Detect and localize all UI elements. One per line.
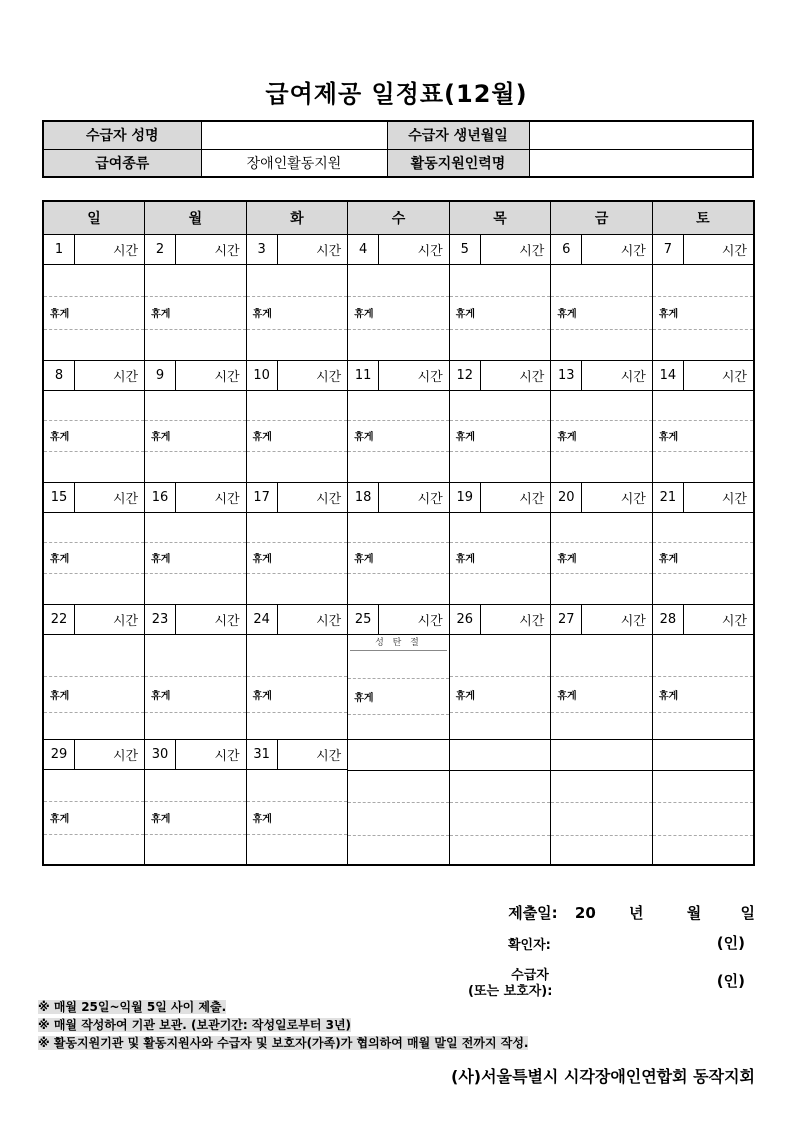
hours-label: 시간 bbox=[316, 491, 342, 507]
day-header bbox=[348, 483, 449, 513]
rest-slot[interactable]: 휴게 bbox=[348, 679, 449, 715]
day-cell[interactable] bbox=[246, 234, 348, 360]
day-cell[interactable] bbox=[551, 360, 653, 482]
weekday-header-cell: 화 bbox=[246, 201, 348, 234]
schedule-slot[interactable] bbox=[348, 391, 449, 421]
schedule-slot[interactable] bbox=[247, 513, 348, 543]
day-number: 30 bbox=[145, 740, 176, 769]
submit-date bbox=[508, 902, 755, 923]
day-number: 20 bbox=[551, 483, 582, 512]
rest-slot[interactable]: 휴게 bbox=[145, 297, 246, 330]
schedule-slot[interactable] bbox=[551, 513, 652, 543]
rest-slot[interactable]: 휴게 bbox=[44, 421, 144, 452]
day-number: 10 bbox=[247, 361, 278, 390]
hours-label: 시간 bbox=[417, 369, 443, 385]
weekday-header-cell: 월 bbox=[145, 201, 247, 234]
day-cell[interactable] bbox=[551, 604, 653, 739]
weekday-header-cell: 목 bbox=[449, 201, 551, 234]
rest-slot[interactable]: 휴게 bbox=[450, 543, 551, 574]
day-header bbox=[44, 605, 144, 635]
day-cell[interactable] bbox=[551, 234, 653, 360]
schedule-slot[interactable] bbox=[145, 770, 246, 802]
rest-slot[interactable]: 휴게 bbox=[348, 297, 449, 330]
hours-label: 시간 bbox=[316, 369, 342, 385]
schedule-slot[interactable] bbox=[653, 265, 753, 297]
weekday-header-cell: 일 bbox=[43, 201, 145, 234]
hours-label: 시간 bbox=[620, 369, 646, 385]
hours-label: 시간 bbox=[721, 491, 747, 507]
hours-label: 시간 bbox=[721, 243, 747, 259]
day-number: 21 bbox=[653, 483, 684, 512]
day-number: 24 bbox=[247, 605, 278, 634]
rest-slot[interactable]: 휴게 bbox=[450, 297, 551, 330]
rest-slot[interactable]: 휴게 bbox=[247, 802, 348, 835]
hours-label: 시간 bbox=[112, 613, 139, 629]
rest-slot[interactable]: 휴게 bbox=[145, 677, 246, 713]
day-number: 26 bbox=[450, 605, 481, 634]
type-field[interactable]: 장애인활동지원 bbox=[201, 149, 387, 177]
worker-label: 활동지원인력명 bbox=[387, 149, 529, 177]
schedule-slot[interactable] bbox=[145, 635, 246, 677]
schedule-slot[interactable] bbox=[247, 391, 348, 421]
day-cell[interactable] bbox=[449, 234, 551, 360]
day-header bbox=[44, 740, 144, 770]
day-cell[interactable] bbox=[348, 739, 450, 865]
schedule-slot[interactable] bbox=[44, 770, 144, 802]
weekday-header-cell: 토 bbox=[652, 201, 754, 234]
schedule-slot[interactable] bbox=[450, 513, 551, 543]
hours-label: 시간 bbox=[417, 491, 443, 507]
day-cell[interactable] bbox=[246, 604, 348, 739]
day-number: 3 bbox=[247, 235, 278, 264]
schedule-slot[interactable] bbox=[450, 265, 551, 297]
hours-label: 시간 bbox=[417, 613, 443, 629]
day-header bbox=[145, 740, 246, 770]
schedule-slot[interactable] bbox=[44, 265, 144, 297]
hours-label: 시간 bbox=[316, 613, 342, 629]
day-header bbox=[348, 361, 449, 391]
day-header bbox=[551, 235, 652, 265]
rest-slot[interactable] bbox=[450, 803, 551, 836]
schedule-slot[interactable] bbox=[450, 771, 551, 803]
hours-label: 시간 bbox=[417, 243, 443, 259]
hours-label: 시간 bbox=[112, 369, 139, 385]
day-number: 18 bbox=[348, 483, 379, 512]
schedule-slot[interactable] bbox=[653, 513, 753, 543]
schedule-slot[interactable] bbox=[247, 635, 348, 677]
day-cell[interactable] bbox=[145, 604, 247, 739]
hours-label: 시간 bbox=[112, 491, 139, 507]
hours-label: 시간 bbox=[721, 369, 747, 385]
week-row bbox=[43, 360, 754, 482]
day-cell[interactable] bbox=[246, 739, 348, 865]
day-header bbox=[348, 235, 449, 265]
rest-slot[interactable]: 휴게 bbox=[247, 421, 348, 452]
submit-year-prefix: 20 bbox=[574, 904, 596, 922]
day-cell[interactable] bbox=[145, 234, 247, 360]
week-row bbox=[43, 739, 754, 865]
submit-day: 일 bbox=[740, 904, 755, 922]
page-title: 급여제공 일정표(12월) bbox=[265, 80, 528, 108]
holiday-label: 성 탄 절 bbox=[350, 637, 447, 651]
day-header bbox=[450, 605, 551, 635]
hours-label: 시간 bbox=[214, 613, 240, 629]
day-header bbox=[450, 483, 551, 513]
rest-slot[interactable]: 휴게 bbox=[348, 421, 449, 452]
note-item: ※ 활동지원기관 및 활동지원사와 수급자 및 보호자(가족)가 협의하여 매월 말일 전까지 작성. bbox=[38, 1036, 529, 1050]
rest-slot[interactable]: 휴게 bbox=[653, 297, 753, 330]
hours-label: 시간 bbox=[316, 748, 342, 764]
schedule-slot[interactable] bbox=[348, 513, 449, 543]
day-number: 2 bbox=[145, 235, 176, 264]
week-row bbox=[43, 482, 754, 604]
hours-label: 시간 bbox=[620, 613, 646, 629]
day-cell[interactable] bbox=[246, 360, 348, 482]
hours-label: 시간 bbox=[112, 748, 139, 764]
hours-label: 시간 bbox=[620, 491, 646, 507]
rest-slot[interactable]: 휴게 bbox=[653, 421, 753, 452]
confirmer-label: 확인자: bbox=[508, 938, 551, 953]
schedule-slot[interactable] bbox=[44, 513, 144, 543]
day-cell[interactable] bbox=[145, 482, 247, 604]
hours-label: 시간 bbox=[316, 243, 342, 259]
schedule-slot[interactable] bbox=[145, 513, 246, 543]
schedule-slot[interactable] bbox=[44, 391, 144, 421]
recipient-label: 수급자 bbox=[511, 968, 549, 983]
week-row bbox=[43, 604, 754, 739]
day-cell[interactable] bbox=[348, 234, 450, 360]
recipient-seal: (인) bbox=[716, 972, 745, 990]
rest-slot[interactable]: 휴게 bbox=[551, 677, 652, 713]
day-number: 28 bbox=[653, 605, 684, 634]
schedule-slot[interactable] bbox=[551, 265, 652, 297]
rest-slot[interactable] bbox=[551, 803, 652, 836]
day-number: 13 bbox=[551, 361, 582, 390]
day-header bbox=[247, 361, 348, 391]
schedule-calendar bbox=[42, 200, 755, 866]
day-cell[interactable] bbox=[43, 739, 145, 865]
hours-label: 시간 bbox=[214, 369, 240, 385]
day-number: 31 bbox=[247, 740, 278, 769]
schedule-slot[interactable] bbox=[44, 635, 144, 677]
day-header bbox=[450, 361, 551, 391]
rest-slot[interactable]: 휴게 bbox=[44, 297, 144, 330]
schedule-slot[interactable] bbox=[348, 771, 449, 803]
rest-slot[interactable]: 휴게 bbox=[44, 543, 144, 574]
submit-year: 년 bbox=[629, 904, 644, 922]
hours-label: 시간 bbox=[214, 748, 240, 764]
day-cell[interactable] bbox=[449, 360, 551, 482]
day-header bbox=[551, 361, 652, 391]
day-number: 11 bbox=[348, 361, 379, 390]
day-cell[interactable] bbox=[43, 604, 145, 739]
schedule-slot[interactable] bbox=[348, 637, 449, 679]
day-number: 9 bbox=[145, 361, 176, 390]
day-number: 29 bbox=[44, 740, 75, 769]
confirmer-seal: (인) bbox=[716, 934, 745, 952]
day-number: 19 bbox=[450, 483, 481, 512]
day-header bbox=[653, 361, 753, 391]
day-header bbox=[247, 235, 348, 265]
organization-name: (사)서울특별시 시각장애인연합회 동작지회 bbox=[451, 1067, 755, 1086]
rest-slot[interactable]: 휴게 bbox=[450, 677, 551, 713]
day-header bbox=[145, 235, 246, 265]
day-header bbox=[348, 605, 449, 635]
worker-field[interactable] bbox=[529, 149, 753, 177]
rest-slot[interactable]: 휴게 bbox=[551, 543, 652, 574]
birth-label: 수급자 생년월일 bbox=[387, 121, 529, 149]
schedule-slot[interactable] bbox=[348, 265, 449, 297]
name-label: 수급자 성명 bbox=[43, 121, 201, 149]
weekday-header-cell: 금 bbox=[551, 201, 653, 234]
day-header bbox=[247, 740, 348, 770]
schedule-slot[interactable] bbox=[653, 635, 753, 677]
week-row bbox=[43, 234, 754, 360]
day-cell[interactable] bbox=[652, 604, 754, 739]
day-cell[interactable] bbox=[449, 482, 551, 604]
day-number: 8 bbox=[44, 361, 75, 390]
day-number: 25 bbox=[348, 605, 379, 634]
type-label: 급여종류 bbox=[43, 149, 201, 177]
rest-slot[interactable]: 휴게 bbox=[247, 677, 348, 713]
day-header bbox=[551, 483, 652, 513]
rest-slot[interactable]: 휴게 bbox=[44, 677, 144, 713]
day-number: 12 bbox=[450, 361, 481, 390]
submit-label: 제출일: bbox=[508, 904, 558, 922]
rest-slot[interactable]: 휴게 bbox=[653, 543, 753, 574]
day-cell[interactable] bbox=[551, 482, 653, 604]
rest-slot[interactable] bbox=[653, 803, 753, 836]
day-header bbox=[44, 483, 144, 513]
day-number: 5 bbox=[450, 235, 481, 264]
day-number: 4 bbox=[348, 235, 379, 264]
day-header bbox=[653, 235, 753, 265]
schedule-slot[interactable] bbox=[450, 391, 551, 421]
hours-label: 시간 bbox=[519, 613, 545, 629]
schedule-slot[interactable] bbox=[247, 770, 348, 802]
day-number: 16 bbox=[145, 483, 176, 512]
schedule-slot[interactable] bbox=[145, 391, 246, 421]
schedule-slot[interactable] bbox=[551, 391, 652, 421]
day-header bbox=[44, 235, 144, 265]
day-header bbox=[247, 605, 348, 635]
hours-label: 시간 bbox=[214, 491, 240, 507]
day-header bbox=[145, 483, 246, 513]
rest-slot[interactable]: 휴게 bbox=[145, 543, 246, 574]
day-header bbox=[247, 483, 348, 513]
day-header bbox=[145, 361, 246, 391]
rest-slot[interactable]: 휴게 bbox=[450, 421, 551, 452]
rest-slot[interactable]: 휴게 bbox=[247, 543, 348, 574]
day-number: 17 bbox=[247, 483, 278, 512]
hours-label: 시간 bbox=[112, 243, 139, 259]
day-header bbox=[44, 361, 144, 391]
schedule-slot[interactable] bbox=[450, 635, 551, 677]
day-cell[interactable] bbox=[348, 482, 450, 604]
guardian-label: (또는 보호자): bbox=[468, 984, 553, 999]
day-cell[interactable] bbox=[652, 234, 754, 360]
day-cell[interactable] bbox=[449, 739, 551, 865]
recipient-info-table bbox=[42, 120, 754, 178]
schedule-slot[interactable] bbox=[145, 265, 246, 297]
day-cell[interactable] bbox=[246, 482, 348, 604]
rest-slot[interactable]: 휴게 bbox=[653, 677, 753, 713]
note-item: ※ 매월 25일~익월 5일 사이 제출. bbox=[38, 1000, 227, 1014]
day-header bbox=[450, 235, 551, 265]
day-header bbox=[145, 605, 246, 635]
day-number: 1 bbox=[44, 235, 75, 264]
weekday-header-cell: 수 bbox=[348, 201, 450, 234]
day-header bbox=[653, 605, 753, 635]
day-header bbox=[551, 605, 652, 635]
rest-slot[interactable]: 휴게 bbox=[247, 297, 348, 330]
hours-label: 시간 bbox=[620, 243, 646, 259]
day-number: 27 bbox=[551, 605, 582, 634]
day-number: 14 bbox=[653, 361, 684, 390]
day-cell[interactable] bbox=[43, 360, 145, 482]
day-cell[interactable] bbox=[43, 234, 145, 360]
hours-label: 시간 bbox=[519, 243, 545, 259]
weekday-header bbox=[43, 201, 754, 234]
rest-slot[interactable]: 휴게 bbox=[551, 297, 652, 330]
day-number: 15 bbox=[44, 483, 75, 512]
schedule-slot[interactable] bbox=[653, 771, 753, 803]
schedule-slot[interactable] bbox=[247, 265, 348, 297]
day-cell[interactable] bbox=[652, 482, 754, 604]
note-item: ※ 매월 작성하여 기관 보관. (보관기간: 작성일로부터 3년) bbox=[38, 1018, 352, 1032]
rest-slot[interactable]: 휴게 bbox=[348, 543, 449, 574]
day-number: 6 bbox=[551, 235, 582, 264]
day-number: 22 bbox=[44, 605, 75, 634]
name-field[interactable] bbox=[201, 121, 387, 149]
day-cell[interactable] bbox=[43, 482, 145, 604]
rest-slot[interactable]: 휴게 bbox=[551, 421, 652, 452]
rest-slot[interactable]: 휴게 bbox=[145, 802, 246, 835]
rest-slot[interactable]: 휴게 bbox=[44, 802, 144, 835]
hours-label: 시간 bbox=[214, 243, 240, 259]
schedule-slot[interactable] bbox=[653, 391, 753, 421]
rest-slot[interactable]: 휴게 bbox=[145, 421, 246, 452]
schedule-slot[interactable] bbox=[551, 771, 652, 803]
day-cell[interactable] bbox=[449, 604, 551, 739]
schedule-slot[interactable] bbox=[551, 635, 652, 677]
rest-slot[interactable] bbox=[348, 803, 449, 836]
day-cell[interactable] bbox=[551, 739, 653, 865]
submit-month: 월 bbox=[686, 904, 702, 922]
day-cell[interactable] bbox=[348, 360, 450, 482]
hours-label: 시간 bbox=[519, 491, 545, 507]
day-number: 7 bbox=[653, 235, 684, 264]
day-cell[interactable] bbox=[145, 360, 247, 482]
hours-label: 시간 bbox=[519, 369, 545, 385]
day-number: 23 bbox=[145, 605, 176, 634]
notes bbox=[38, 998, 528, 1052]
day-cell[interactable] bbox=[652, 739, 754, 865]
day-cell[interactable] bbox=[652, 360, 754, 482]
hours-label: 시간 bbox=[721, 613, 747, 629]
day-cell[interactable] bbox=[348, 604, 450, 739]
birth-field[interactable] bbox=[529, 121, 753, 149]
day-cell[interactable] bbox=[145, 739, 247, 865]
day-header bbox=[653, 483, 753, 513]
